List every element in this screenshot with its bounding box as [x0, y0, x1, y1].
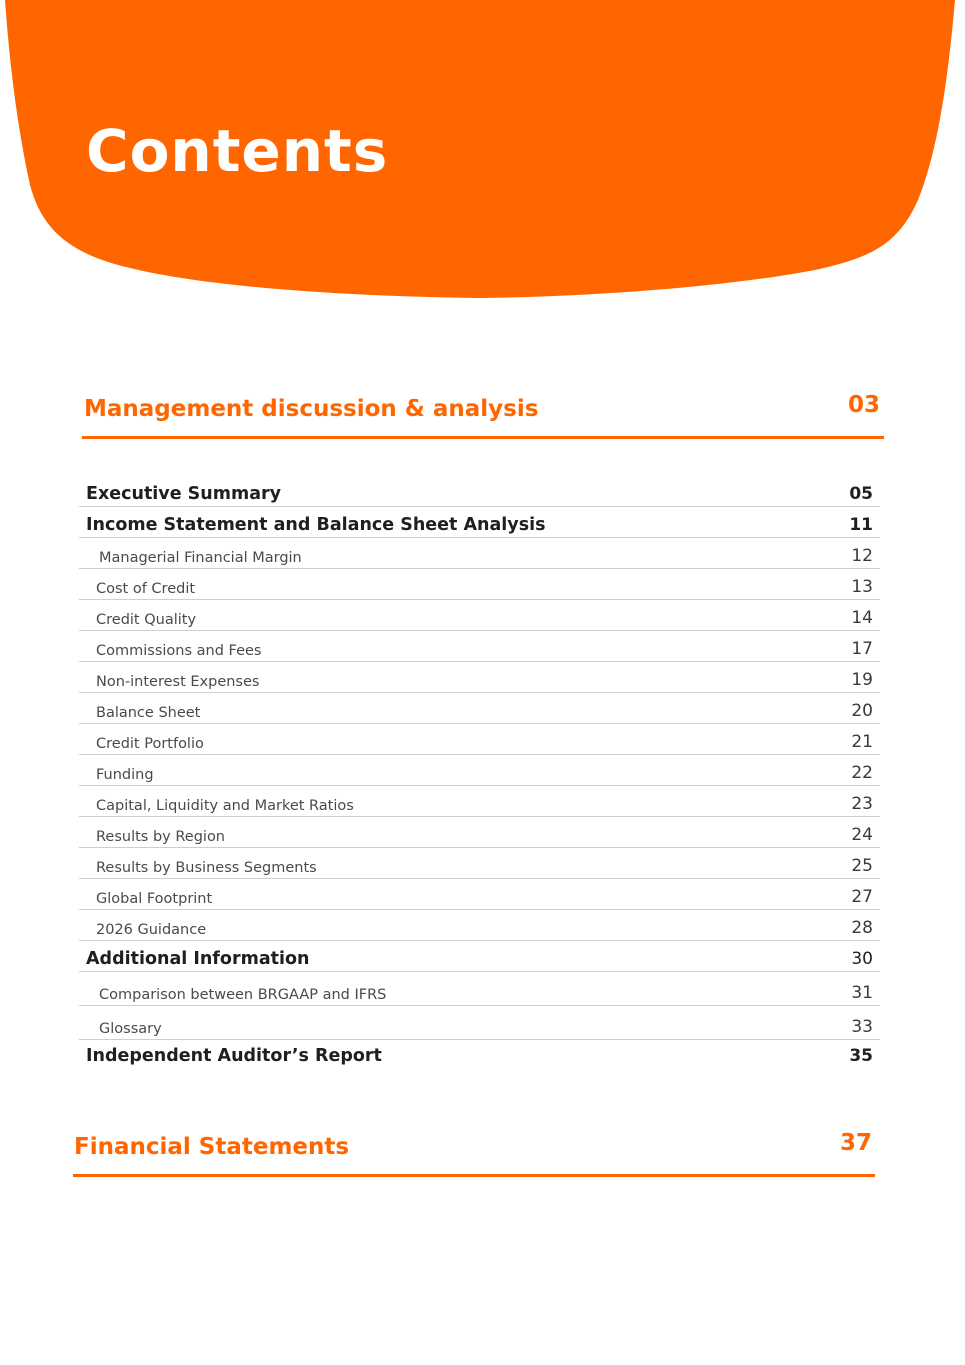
toc-item-page: 33 [851, 1017, 873, 1037]
toc-item-page: 31 [851, 983, 873, 1003]
toc-item-label: Non-interest Expenses [96, 674, 260, 690]
toc-item-income-statement[interactable] [79, 507, 880, 538]
toc-item-label: Credit Quality [96, 612, 197, 628]
toc-item-brgaap-ifrs[interactable] [79, 972, 880, 1006]
toc-item-page: 13 [851, 577, 873, 597]
toc-item-page: 25 [851, 856, 873, 876]
toc-item-page: 27 [851, 887, 873, 907]
toc-item-balance-sheet[interactable] [79, 693, 880, 724]
toc-item-label: Global Footprint [96, 891, 213, 907]
toc-item-label: 2026 Guidance [96, 922, 207, 938]
toc-item-page: 30 [851, 949, 873, 969]
section-page-financial-statements[interactable]: 37 [840, 1130, 873, 1156]
toc-item-page: 24 [851, 825, 873, 845]
toc-item-page: 22 [851, 763, 873, 783]
toc-item-page: 23 [851, 794, 873, 814]
toc-item-page: 20 [851, 701, 873, 721]
section-divider [73, 1174, 875, 1177]
section-title-mda[interactable]: Management discussion & analysis [84, 396, 539, 422]
toc-item-page: 11 [849, 515, 873, 535]
toc-item-label: Cost of Credit [96, 581, 196, 597]
toc-item-label: Managerial Financial Margin [99, 550, 302, 566]
toc-item-label: Commissions and Fees [96, 643, 262, 659]
toc-item-cost-of-credit[interactable] [79, 569, 880, 600]
toc-item-commissions-and-fees[interactable] [79, 631, 880, 662]
toc-list [79, 474, 880, 1068]
toc-item-label: Credit Portfolio [96, 736, 204, 752]
toc-item-label: Additional Information [86, 949, 310, 969]
toc-item-label: Funding [96, 767, 154, 783]
toc-item-global-footprint[interactable] [79, 879, 880, 910]
toc-item-label: Balance Sheet [96, 705, 201, 721]
toc-item-page: 14 [851, 608, 873, 628]
toc-item-capital-liquidity[interactable] [79, 786, 880, 817]
toc-item-label: Results by Business Segments [96, 860, 317, 876]
toc-item-results-by-region[interactable] [79, 817, 880, 848]
toc-item-credit-portfolio[interactable] [79, 724, 880, 755]
section-page-mda[interactable]: 03 [848, 392, 881, 418]
toc-item-managerial-financial-margin[interactable] [79, 538, 880, 569]
toc-item-page: 35 [849, 1046, 873, 1066]
toc-item-page: 12 [851, 546, 873, 566]
page-title: Contents [86, 117, 389, 185]
toc-item-page: 17 [851, 639, 873, 659]
toc-item-label: Income Statement and Balance Sheet Analysis [86, 515, 546, 535]
toc-item-2026-guidance[interactable] [79, 910, 880, 941]
toc-item-label: Independent Auditor’s Report [86, 1046, 382, 1066]
toc-item-non-interest-expenses[interactable] [79, 662, 880, 693]
toc-item-executive-summary[interactable] [79, 474, 880, 507]
toc-item-page: 19 [851, 670, 873, 690]
toc-item-independent-auditors-report[interactable] [79, 1040, 880, 1068]
section-title-financial-statements[interactable]: Financial Statements [74, 1134, 350, 1160]
toc-item-funding[interactable] [79, 755, 880, 786]
toc-item-label: Glossary [99, 1021, 162, 1037]
toc-item-additional-information[interactable] [79, 941, 880, 972]
toc-item-page: 05 [849, 484, 873, 504]
toc-item-page: 21 [851, 732, 873, 752]
toc-item-page: 28 [851, 918, 873, 938]
toc-item-results-by-business-segments[interactable] [79, 848, 880, 879]
section-divider [82, 436, 884, 439]
toc-item-glossary[interactable] [79, 1006, 880, 1040]
toc-item-credit-quality[interactable] [79, 600, 880, 631]
toc-item-label: Results by Region [96, 829, 225, 845]
toc-item-label: Capital, Liquidity and Market Ratios [96, 798, 354, 814]
toc-item-label: Executive Summary [86, 484, 282, 504]
toc-item-label: Comparison between BRGAAP and IFRS [99, 987, 387, 1003]
